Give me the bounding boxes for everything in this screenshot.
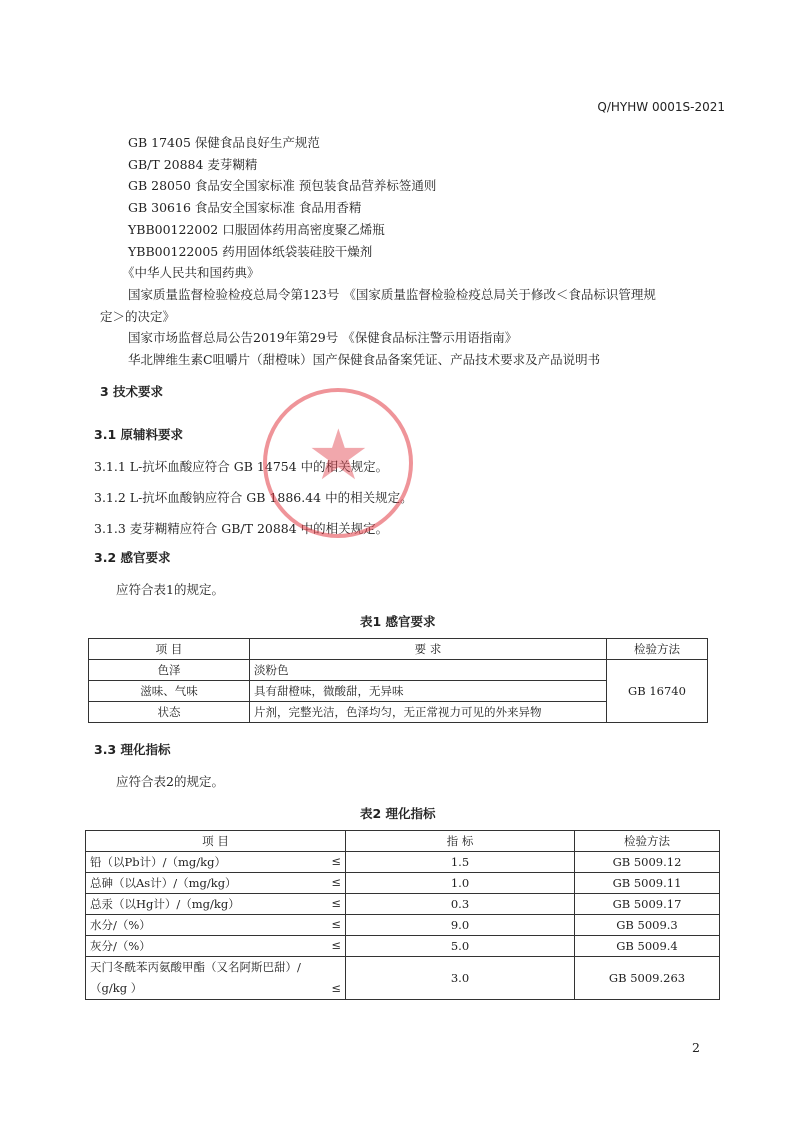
cell: 淡粉色: [250, 660, 607, 681]
le-sign: ≤: [331, 875, 341, 889]
clause-3-1-1: 3.1.1 L-抗坏血酸应符合 GB 14754 中的相关规定。: [94, 459, 389, 474]
item-cell: [86, 852, 346, 873]
item-cell: [86, 873, 346, 894]
method-cell: GB 5009.11: [575, 873, 720, 894]
method-cell: GB 5009.12: [575, 852, 720, 873]
reference-item: GB 17405 保健食品良好生产规范: [128, 135, 320, 150]
item-cell: [86, 957, 346, 1000]
limit-cell: 9.0: [346, 915, 575, 936]
doc-code: Q/HYHW 0001S-2021: [597, 100, 725, 114]
le-sign: ≤: [331, 896, 341, 910]
item-name: 天门冬酰苯丙氨酸甲酯（又名阿斯巴甜）/（g/kg ）: [90, 960, 301, 995]
limit-cell: 1.5: [346, 852, 575, 873]
method-cell: GB 5009.17: [575, 894, 720, 915]
reference-item: YBB00122002 口服固体药用高密度聚乙烯瓶: [128, 221, 385, 237]
table-row: [86, 852, 720, 873]
clause-3-1-2: 3.1.2 L-抗坏血酸钠应符合 GB 1886.44 中的相关规定。: [94, 490, 413, 505]
reference-item: YBB00122005 药用固体纸袋装硅胶干燥剂: [128, 243, 373, 259]
reference-item: GB/T 20884 麦芽糊精: [128, 156, 258, 172]
table-row: [86, 957, 720, 1000]
table-row: [86, 915, 720, 936]
item-name: 总砷（以As计）/（mg/kg）: [90, 876, 237, 890]
page-number: 2: [692, 1040, 700, 1055]
le-sign: ≤: [331, 981, 341, 995]
item-cell: [86, 894, 346, 915]
limit-cell: 0.3: [346, 894, 575, 915]
table1-method: GB 16740: [607, 660, 708, 723]
star-icon: ★: [307, 414, 370, 496]
table1-header: 项 目: [89, 639, 250, 660]
le-sign: ≤: [331, 917, 341, 931]
reference-item: 华北牌维生素C咀嚼片（甜橙味）国产保健食品备案凭证、产品技术要求及产品说明书: [128, 352, 601, 367]
le-sign: ≤: [331, 854, 341, 868]
reference-item: GB 28050 食品安全国家标准 预包装食品营养标签通则: [128, 178, 437, 194]
clause-3-1-3: 3.1.3 麦芽糊精应符合 GB/T 20884 中的相关规定。: [94, 521, 389, 536]
section-3-3-heading: 3.3 理化指标: [94, 742, 171, 757]
section-3-2-heading: 3.2 感官要求: [94, 550, 171, 565]
cell: 状态: [89, 702, 250, 723]
item-cell: [86, 936, 346, 957]
table2-header: 指 标: [346, 831, 575, 852]
item-name: 灰分/（%）: [90, 939, 151, 953]
method-cell: GB 5009.3: [575, 915, 720, 936]
cell: 滋味、气味: [89, 681, 250, 702]
table-row: [89, 660, 708, 681]
table-row: [86, 894, 720, 915]
table1-header: 要 求: [250, 639, 607, 660]
reference-item: GB 30616 食品安全国家标准 食品用香精: [128, 200, 362, 216]
section-3-3-text: 应符合表2的规定。: [116, 774, 224, 789]
le-sign: ≤: [331, 938, 341, 952]
method-cell: GB 5009.4: [575, 936, 720, 957]
section-3-1-heading: 3.1 原辅料要求: [94, 427, 183, 442]
limit-cell: 1.0: [346, 873, 575, 894]
reference-item: 国家质量监督检验检疫总局令第123号 《国家质量监督检验检疫总局关于修改＜食品标识管理规: [128, 286, 656, 302]
table1-header: 检验方法: [607, 639, 708, 660]
table-row: [86, 936, 720, 957]
item-name: 总汞（以Hg计）/（mg/kg）: [90, 897, 240, 911]
company-seal: [263, 388, 413, 538]
reference-item: 国家市场监督总局公告2019年第29号 《保健食品标注警示用语指南》: [128, 330, 518, 346]
section-3-heading: 3 技术要求: [100, 384, 164, 399]
cell: 具有甜橙味，微酸甜，无异味: [250, 681, 607, 702]
table2-header: 项 目: [86, 831, 346, 852]
limit-cell: 5.0: [346, 936, 575, 957]
limit-cell: 3.0: [346, 957, 575, 1000]
method-cell: GB 5009.263: [575, 957, 720, 1000]
table2-caption: 表2 理化指标: [360, 806, 436, 821]
reference-item: 《中华人民共和国药典》: [122, 265, 260, 281]
item-cell: [86, 915, 346, 936]
table-row: [86, 873, 720, 894]
table2-physicochemical: [85, 830, 720, 1000]
section-3-2-text: 应符合表1的规定。: [116, 582, 224, 597]
table2-header: 检验方法: [575, 831, 720, 852]
item-name: 水分/（%）: [90, 918, 151, 932]
reference-item: 定＞的决定》: [100, 308, 176, 324]
item-name: 铅（以Pb计）/（mg/kg）: [90, 855, 226, 869]
table1-sensory: [88, 638, 708, 723]
cell: 片剂，完整光洁，色泽均匀，无正常视力可见的外来异物: [250, 702, 607, 723]
cell: 色泽: [89, 660, 250, 681]
table1-caption: 表1 感官要求: [360, 614, 436, 629]
